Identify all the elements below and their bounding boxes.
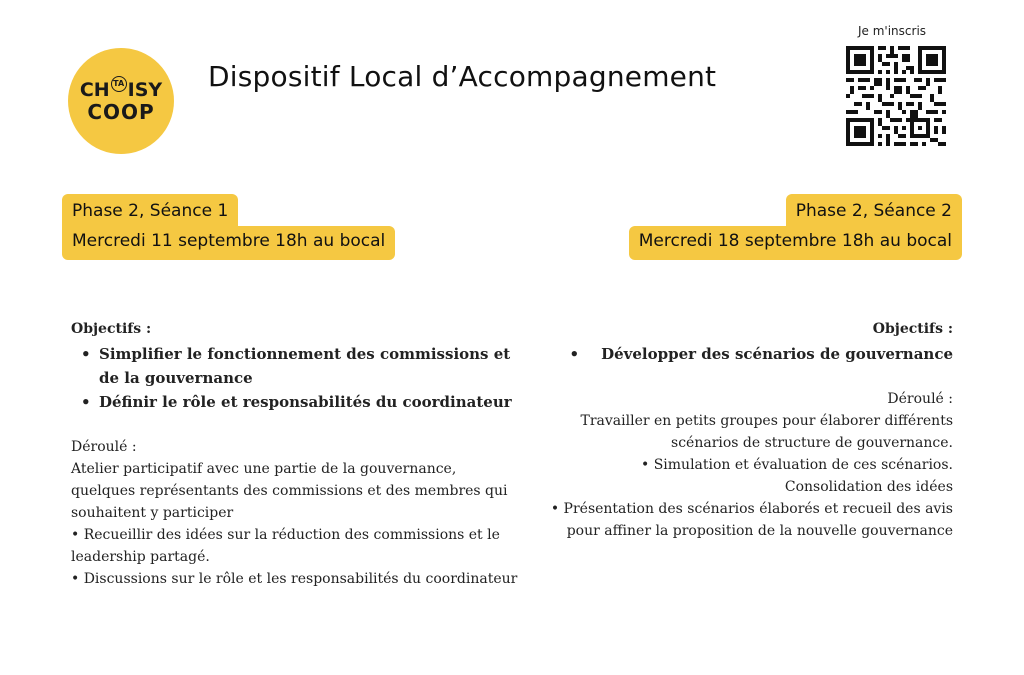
session1-deroule-line: • Discussions sur le rôle et les responsabilités du coordinateur bbox=[71, 571, 518, 587]
logo-text-coop: COOP bbox=[87, 99, 155, 124]
session1-date-badge: Mercredi 11 septembre 18h au bocal bbox=[62, 226, 395, 260]
session1-details bbox=[71, 318, 521, 590]
session2-phase-badge: Phase 2, Séance 2 bbox=[786, 194, 962, 228]
session1-objectives-title: Objectifs : bbox=[71, 321, 152, 337]
session1-phase-badge: Phase 2, Séance 1 bbox=[62, 194, 238, 228]
session1-deroule-line: Atelier participatif avec une partie de la gouvernance, quelques représentants des commissions et des membres qui souhaitent y participer bbox=[71, 461, 508, 521]
bullet-icon: • bbox=[569, 345, 580, 363]
logo-text-isy: ISY bbox=[127, 78, 163, 101]
session1-objective-item: • Définir le rôle et responsabilités du coordinateur bbox=[71, 390, 521, 414]
logo-ta-badge: TA bbox=[111, 76, 127, 92]
session2-objectives-list bbox=[533, 342, 953, 366]
session2-details bbox=[533, 318, 953, 542]
session2-objective-item: • Développer des scénarios de gouvernance bbox=[569, 345, 953, 363]
session2-date-badge: Mercredi 18 septembre 18h au bocal bbox=[629, 226, 962, 260]
choisy-coop-logo bbox=[68, 48, 174, 154]
session1-deroule bbox=[71, 436, 521, 590]
session2-deroule-line: Consolidation des idées bbox=[784, 479, 953, 495]
session2-objectives-title: Objectifs : bbox=[872, 321, 953, 337]
qr-label: Je m'inscris bbox=[858, 24, 927, 38]
session1-objectives-list bbox=[71, 342, 521, 414]
session2-deroule bbox=[533, 388, 953, 542]
logo-text-ch: CH bbox=[79, 78, 110, 101]
session1-objective-item: • Simplifier le fonctionnement des commissions et de la gouvernance bbox=[71, 342, 521, 390]
session2-deroule-line: • Simulation et évaluation de ces scénarios. bbox=[641, 457, 953, 473]
session1-deroule-title: Déroulé : bbox=[71, 439, 137, 455]
session2-deroule-title: Déroulé : bbox=[887, 391, 953, 407]
page-title: Dispositif Local d’Accompagnement bbox=[208, 60, 717, 93]
session2-deroule-line: Travailler en petits groupes pour élaborer différents scénarios de structure de gouvernance. bbox=[580, 413, 953, 451]
session2-deroule-line: • Présentation des scénarios élaborés et recueil des avis pour affiner la proposition de la nouvelle gouvernance bbox=[550, 501, 953, 539]
session1-deroule-line: • Recueillir des idées sur la réduction des commissions et le leadership partagé. bbox=[71, 527, 500, 565]
registration-qr-code-icon[interactable] bbox=[846, 46, 946, 146]
